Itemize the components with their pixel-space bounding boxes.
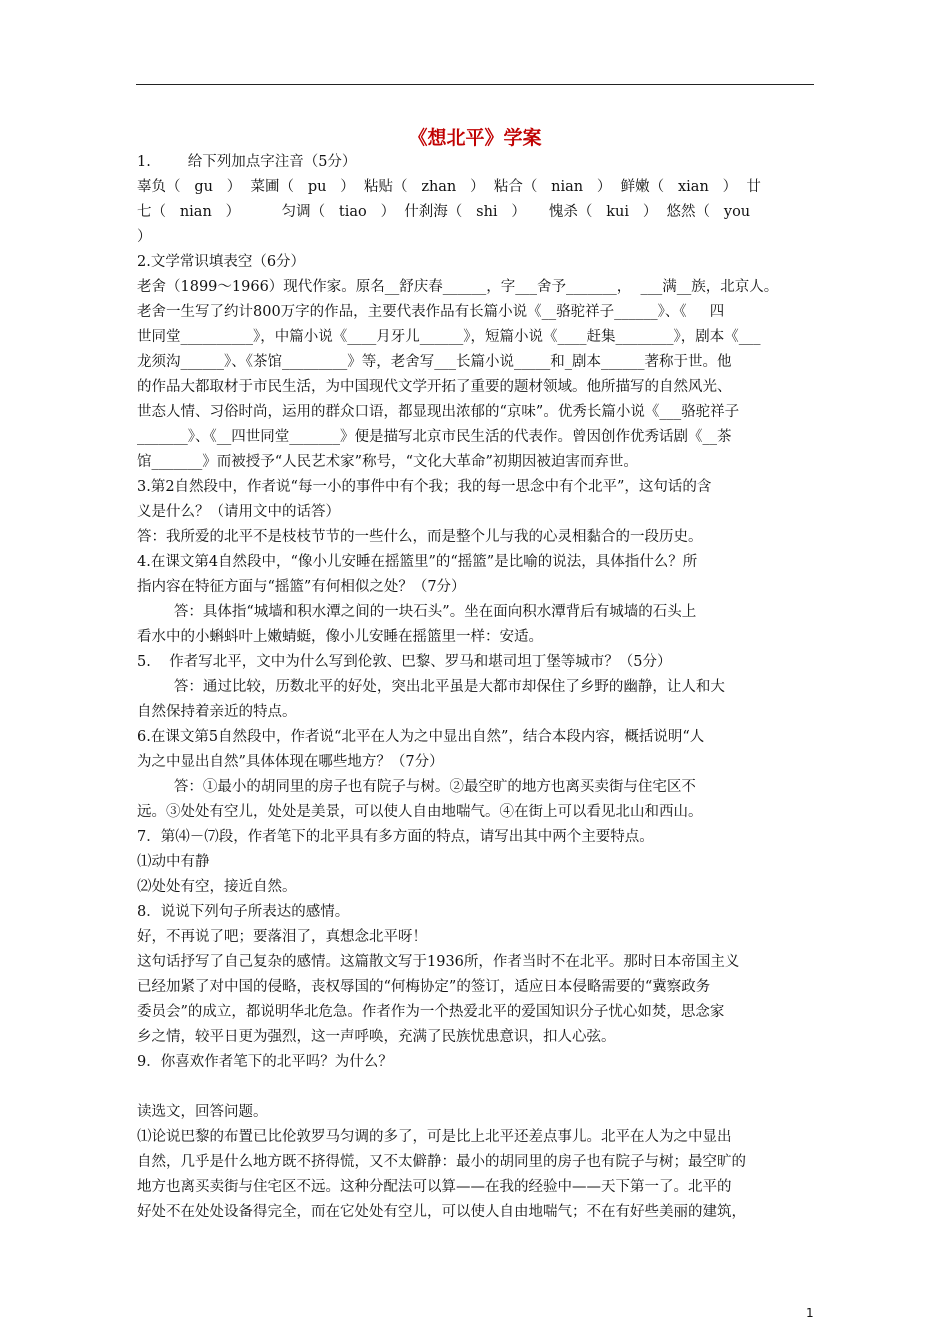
text-line: 世同堂__________》，中篇小说《____月牙儿______》，短篇小说《____赶集________》，剧本《___ [137, 329, 761, 345]
page-title: 《想北平》学案 [408, 127, 542, 149]
header-rule [136, 84, 814, 85]
text-line: 指内容在特征方面与“摇篮”有何相似之处？（7分） [137, 579, 466, 595]
text-line: 好，不再说了吧；要落泪了，真想念北平呀！ [137, 929, 427, 945]
text-line: 的作品大都取材于市民生活，为中国现代文学开拓了重要的题材领域。他所描写的自然风光、 [137, 379, 732, 395]
text-line: 馆_______》而被授予“人民艺术家”称号，“文化大革命”初期因被迫害而弃世。 [137, 454, 638, 470]
text-line: 为之中显出自然”具体体现在哪些地方？（7分） [137, 754, 444, 770]
text-line: ⑴论说巴黎的布置已比伦敦罗马匀调的多了，可是比上北平还差点事儿。北平在人为之中显出 [137, 1129, 732, 1145]
text-line: 七（ nian ） 匀调（ tiao ） 什刹海（ shi ） 愧杀（ kui ） 悠然（ you [137, 204, 751, 220]
text-line: 老舍（1899～1966）现代作家。原名__舒庆春______，字___舍予_______， ___满__族，北京人。 [137, 279, 779, 295]
text-line: 好处不在处处设备得完全，而在它处处有空儿，可以使人自由地喘气；不在有好些美丽的建筑， [137, 1204, 746, 1220]
text-line: 4.在课文第4自然段中，“像小儿安睡在摇篮里”的“摇篮”是比喻的说法，具体指什么？所 [137, 554, 698, 570]
text-line [137, 1074, 817, 1100]
text-line: 答：我所爱的北平不是枝枝节节的一些什么，而是整个儿与我的心灵相黏合的一段历史。 [137, 529, 703, 545]
text-line: 答：①最小的胡同里的房子也有院子与树。②最空旷的地方也离买卖街与住宅区不 [137, 779, 696, 795]
text-line: 委员会”的成立，都说明华北危急。作者作为一个热爱北平的爱国知识分子忧心如焚，思念家 [137, 1004, 725, 1020]
text-line: 1. 给下列加点字注音（5分） [137, 154, 357, 170]
text-line: 远。③处处有空儿，处处是美景，可以使人自由地喘气。④在街上可以看见北山和西山。 [137, 804, 703, 820]
text-line: 8．说说下列句子所表达的感情。 [137, 904, 350, 920]
text-line: 9．你喜欢作者笔下的北平吗？为什么？ [137, 1054, 393, 1070]
text-line: 乡之情，较平日更为强烈，这一声呼唤，充满了民族忧患意识，扣人心弦。 [137, 1029, 616, 1045]
text-line: 答：具体指“城墙和积水潭之间的一块石头”。坐在面向积水潭背后有城墙的石头上 [137, 604, 697, 620]
text-line: 答：通过比较，历数北平的好处，突出北平虽是大都市却保住了乡野的幽静，让人和大 [137, 679, 725, 695]
text-line: 3.第2自然段中，作者说“每一小的事件中有个我；我的每一思念中有个北平”，这句话的含 [137, 479, 712, 495]
text-line: 世态人情、习俗时尚，运用的群众口语，都显现出浓郁的“京味”。优秀长篇小说《___骆驼祥子 [137, 404, 740, 420]
text-line: 老舍一生写了约计800万字的作品，主要代表作品有长篇小说《__骆驼祥子______》、《 四 [137, 304, 725, 320]
page-number: 1 [806, 1306, 814, 1320]
text-line: _______》、《__四世同堂_______》便是描写北京市民生活的代表作。曾因创作优秀话剧《__茶 [137, 429, 732, 445]
text-line: 辜负（ gu ） 菜圃（ pu ） 粘贴（ zhan ） 粘合（ nian ） 鲜嫩（ xian ） 廿 [137, 179, 761, 195]
text-line: 龙须沟______》、《茶馆_________》等，老舍写___长篇小说_____和_剧本______著称于世。他 [137, 354, 732, 370]
text-line: 义是什么？（请用文中的话答） [137, 504, 340, 520]
text-line: 2.文学常识填表空（6分） [137, 254, 306, 270]
text-line: 5. 作者写北平，文中为什么写到伦敦、巴黎、罗马和堪司坦丁堡等城市？（5分） [137, 654, 672, 670]
text-line: ⑵处处有空，接近自然。 [137, 879, 297, 895]
text-line: 看水中的小蝌蚪叶上嫩蜻蜓，像小儿安睡在摇篮里一样：安适。 [137, 629, 543, 645]
text-line: 这句话抒写了自己复杂的感情。这篇散文写于1936所，作者当时不在北平。那时日本帝国主义 [137, 954, 740, 970]
text-line: 已经加紧了对中国的侵略，丧权辱国的“何梅协定”的签订，适应日本侵略需要的“冀察政务 [137, 979, 711, 995]
text-line: 6.在课文第5自然段中，作者说“北平在人为之中显出自然”，结合本段内容，概括说明“人 [137, 729, 705, 745]
text-line: ⑴动中有静 [137, 854, 210, 870]
text-line: 7．第⑷－⑺段，作者笔下的北平具有多方面的特点，请写出其中两个主要特点。 [137, 829, 654, 845]
text-line: 自然，几乎是什么地方既不挤得慌，又不太僻静：最小的胡同里的房子也有院子与树；最空旷的 [137, 1154, 746, 1170]
text-line: 读选文，回答问题。 [137, 1104, 268, 1120]
text-line: 地方也离买卖街与住宅区不远。这种分配法可以算——在我的经验中——天下第一了。北平的 [137, 1179, 732, 1195]
text-line: 自然保持着亲近的特点。 [137, 704, 297, 720]
text-line: ） [137, 229, 152, 245]
